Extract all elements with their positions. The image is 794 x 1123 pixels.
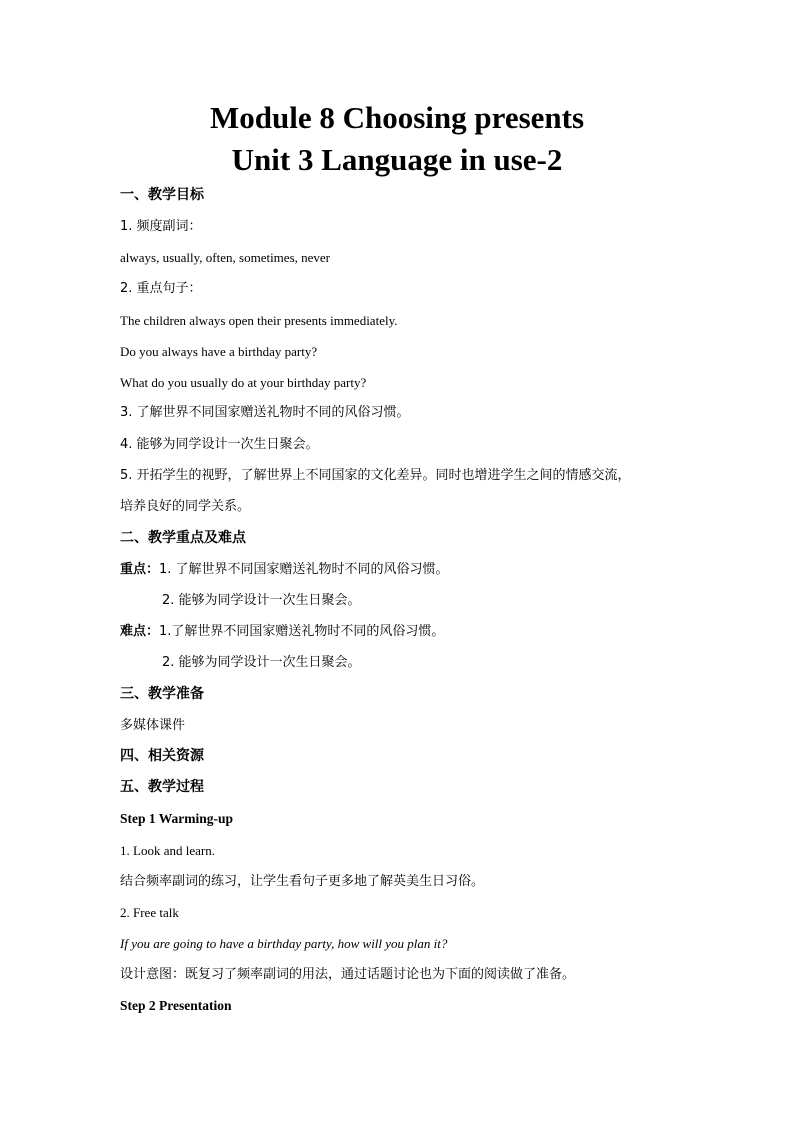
difficulty-1-text: 1.了解世界不同国家赠送礼物时不同的风俗习惯。 <box>159 624 445 639</box>
difficulty-label: 难点： <box>120 624 160 639</box>
step-1-item-1-description: 结合频率副词的练习，让学生看句子更多地了解英美生日习俗。 <box>120 874 485 889</box>
key-point-1-text: 1. 了解世界不同国家赠送礼物时不同的风俗习惯。 <box>159 562 449 577</box>
step-2-heading: Step 2 Presentation <box>120 998 232 1013</box>
key-sentence-1: The children always open their presents immediately. <box>120 313 398 328</box>
objective-2: 2. 重点句子： <box>120 281 202 296</box>
document-title-line1: Module 8 Choosing presents <box>209 100 585 135</box>
key-label: 重点： <box>120 562 160 577</box>
design-intent: 设计意图：既复习了频率副词的用法，通过话题讨论也为下面的阅读做了准备。 <box>120 967 576 982</box>
objective-5-line2: 培养良好的同学关系。 <box>120 499 251 514</box>
section-heading-resources: 四、相关资源 <box>120 748 204 764</box>
section-heading-objectives: 一、教学目标 <box>120 187 204 203</box>
objective-3: 3. 了解世界不同国家赠送礼物时不同的风俗习惯。 <box>120 405 410 420</box>
preparation-text: 多媒体课件 <box>120 718 186 733</box>
step-1-item-2: 2. Free talk <box>120 905 179 920</box>
objective-1: 1. 频度副词： <box>120 219 202 234</box>
objective-4: 4. 能够为同学设计一次生日聚会。 <box>120 437 319 452</box>
difficulty-1 <box>120 623 444 641</box>
document-title-line2: Unit 3 Language in use-2 <box>231 142 563 177</box>
section-heading-key-points: 二、教学重点及难点 <box>120 530 246 546</box>
section-heading-preparation: 三、教学准备 <box>120 686 204 702</box>
difficulty-2: 2. 能够为同学设计一次生日聚会。 <box>162 655 361 670</box>
key-sentence-2: Do you always have a birthday party? <box>120 344 318 359</box>
step-1-item-2-question: If you are going to have a birthday party, how will you plan it? <box>120 936 448 951</box>
objective-5-line1: 5. 开拓学生的视野，了解世界上不同国家的文化差异。同时也增进学生之间的情感交流， <box>120 468 631 483</box>
objective-1-words: always, usually, often, sometimes, never <box>120 250 330 265</box>
key-sentence-3: What do you usually do at your birthday party? <box>120 375 367 390</box>
step-1-item-1: 1. Look and learn. <box>120 843 215 858</box>
key-point-1 <box>120 561 449 579</box>
step-1-heading: Step 1 Warming-up <box>120 811 234 826</box>
key-point-2: 2. 能够为同学设计一次生日聚会。 <box>162 593 361 608</box>
section-heading-process: 五、教学过程 <box>120 779 204 795</box>
